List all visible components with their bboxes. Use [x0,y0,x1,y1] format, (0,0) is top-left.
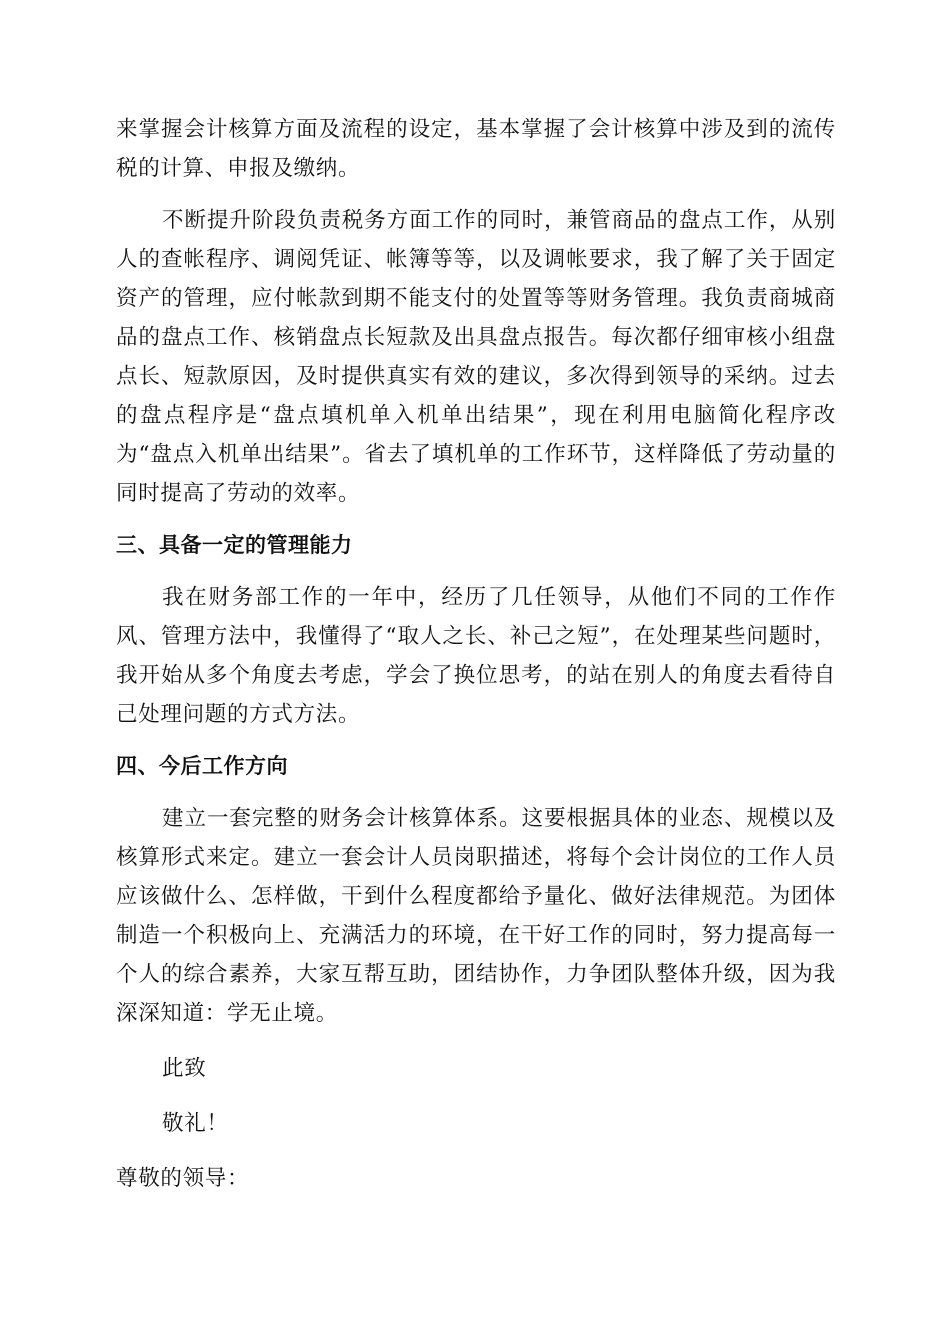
document-page [116,110,836,1198]
closing-line-2: 敬礼！ [162,1111,229,1136]
section-heading-future-direction: 四、今后工作方向 [116,754,288,778]
section-heading-management: 三、具备一定的管理能力 [116,533,353,557]
paragraph-management: 我在财务部工作的一年中，经历了几任领导，从他们不同的工作作风、管理方法中，我懂得了“取人之长、补己之短”，在处理某些问题时，我开始从多个角度去考虑，学会了换位思考，的站在别人的角度去看待自己处理问题的方式方法。 [116,585,836,727]
paragraph-continuation: 来掌握会计核算方面及流程的设定，基本掌握了会计核算中涉及到的流传税的计算、申报及缴纳。 [116,117,836,181]
salutation: 尊敬的领导： [116,1166,250,1191]
paragraph-inventory-work: 不断提升阶段负责税务方面工作的同时，兼管商品的盘点工作，从别人的查帐程序、调阅凭证、帐簿等等，以及调帐要求，我了解了关于固定资产的管理，应付帐款到期不能支付的处置等等财务管理。我负责商城商品的盘点工作、核销盘点长短款及出具盘点报告。每次都仔细审核小组盘点长、短款原因，及时提供真实有效的建议，多次得到领导的采纳。过去的盘点程序是“盘点填机单入机单出结果”，现在利用电脑简化程序改为“盘点入机单出结果”。省去了填机单的工作环节，这样降低了劳动量的同时提高了劳动的效率。 [116,208,836,506]
closing-line-1: 此致 [162,1056,207,1081]
paragraph-future-direction: 建立一套完整的财务会计核算体系。这要根据具体的业态、规模以及核算形式来定。建立一套会计人员岗职描述，将每个会计岗位的工作人员应该做什么、怎样做，干到什么程度都给予量化、做好法律规范。为团体制造一个积极向上、充满活力的环境，在干好工作的同时，努力提高每一个人的综合素养，大家互帮互助，团结协作，力争团队整体升级，因为我深深知道：学无止境。 [116,806,836,1026]
